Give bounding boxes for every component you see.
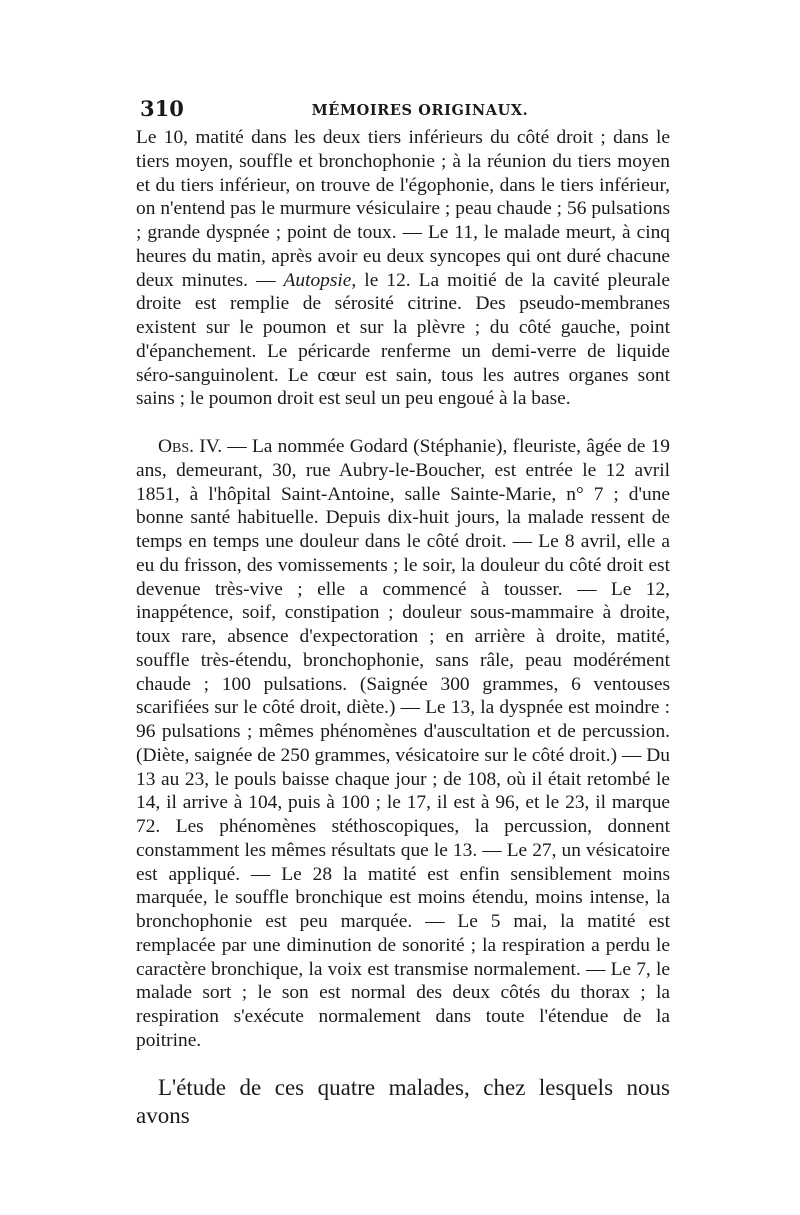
running-head: MÉMOIRES ORIGINAUX. bbox=[311, 102, 529, 119]
observation-label: Obs. IV. bbox=[158, 436, 223, 457]
paragraph-text: le 12. La moitié de la cavité pleurale droite est remplie de sérosité citrine. Des pseudo-membranes existent sur le poumon et sur la plèvre ; du côté gauche, point d'épanchement. Le péricarde renferme un demi-verre de liquide séro-sanguinolent. Le cœur est sain, tous les autres organes sont sains ; le poumon droit est seul un peu engoué à la base. bbox=[136, 269, 671, 410]
paragraph-conclusion-start bbox=[136, 1074, 670, 1130]
book-page bbox=[136, 96, 670, 1130]
page-number: 310 bbox=[140, 96, 184, 121]
page-header bbox=[136, 96, 670, 126]
paragraph-text: L'étude de ces quatre malades, chez lesquels nous avons bbox=[136, 1074, 670, 1128]
paragraph-text: — La nommée Godard (Stéphanie), fleuriste, âgée de 19 ans, demeurant, 30, rue Aubry-le-Boucher, est entrée le 12 avril 1851, à l'hôpital Saint-Antoine, salle Sainte-Marie, n° 7 ; d'une bonne santé habituelle. Depuis dix-huit jours, la malade ressent de temps en temps une douleur dans le côté droit. — Le 8 avril, elle a eu du frisson, des vomissements ; le soir, la douleur du côté droit est devenue très-vive ; elle a commencé à tousser. — Le 12, inappétence, soif, constipation ; douleur sous-mammaire à droite, toux rare, absence d'expectoration ; en arrière à droite, matité, souffle très-étendu, bronchophonie, sans râle, peau modérément chaude ; 100 pulsations. (Saignée 300 grammes, 6 ventouses scarifiées sur le côté droit, diète.) — Le 13, la dyspnée est moindre : 96 pulsations ; mêmes phénomènes d'auscultation et de percussion. (Diète, saignée de 250 grammes, vésicatoire sur le côté droit.) — Du 13 au 23, le pouls baisse chaque jour ; de 108, où il était retombé le 14, il arrive à 104, puis à 100 ; le 17, il est à 96, et le 23, il marque 72. Les phénomènes stéthoscopiques, la percussion, donnent constamment les mêmes résultats que le 13. — Le 27, un vésicatoire est appliqué. — Le 28 la matité est enfin sensiblement moins marquée, le souffle bronchique est moins étendu, moins intense, la bronchophonie est peu marquée. — Le 5 mai, la matité est remplacée par une diminution de sonorité ; la respiration a perdu le caractère bronchique, la voix est transmise normalement. — Le 7, le malade sort ; le son est normal des deux côtés du thorax ; la respiration s'exécute normalement dans toute l'étendue de la poitrine. bbox=[136, 436, 670, 1051]
paragraph-observation-iv bbox=[136, 435, 670, 1053]
paragraph-case-iii-end bbox=[136, 126, 670, 411]
paragraph-text: Le 10, matité dans les deux tiers inférieurs du côté droit ; dans le tiers moyen, souffle et bronchophonie ; à la réunion du tiers moyen et du tiers inférieur, on trouve de l'égophonie, dans le tiers inférieur, on n'entend pas le murmure vésiculaire ; peau chaude ; 56 pulsations ; grande dyspnée ; point de toux. — Le 11, le malade meurt, à cinq heures du matin, après avoir eu deux syncopes qui ont duré chacune deux minutes. — bbox=[136, 127, 670, 291]
autopsie-label: Autopsie, bbox=[283, 269, 357, 291]
